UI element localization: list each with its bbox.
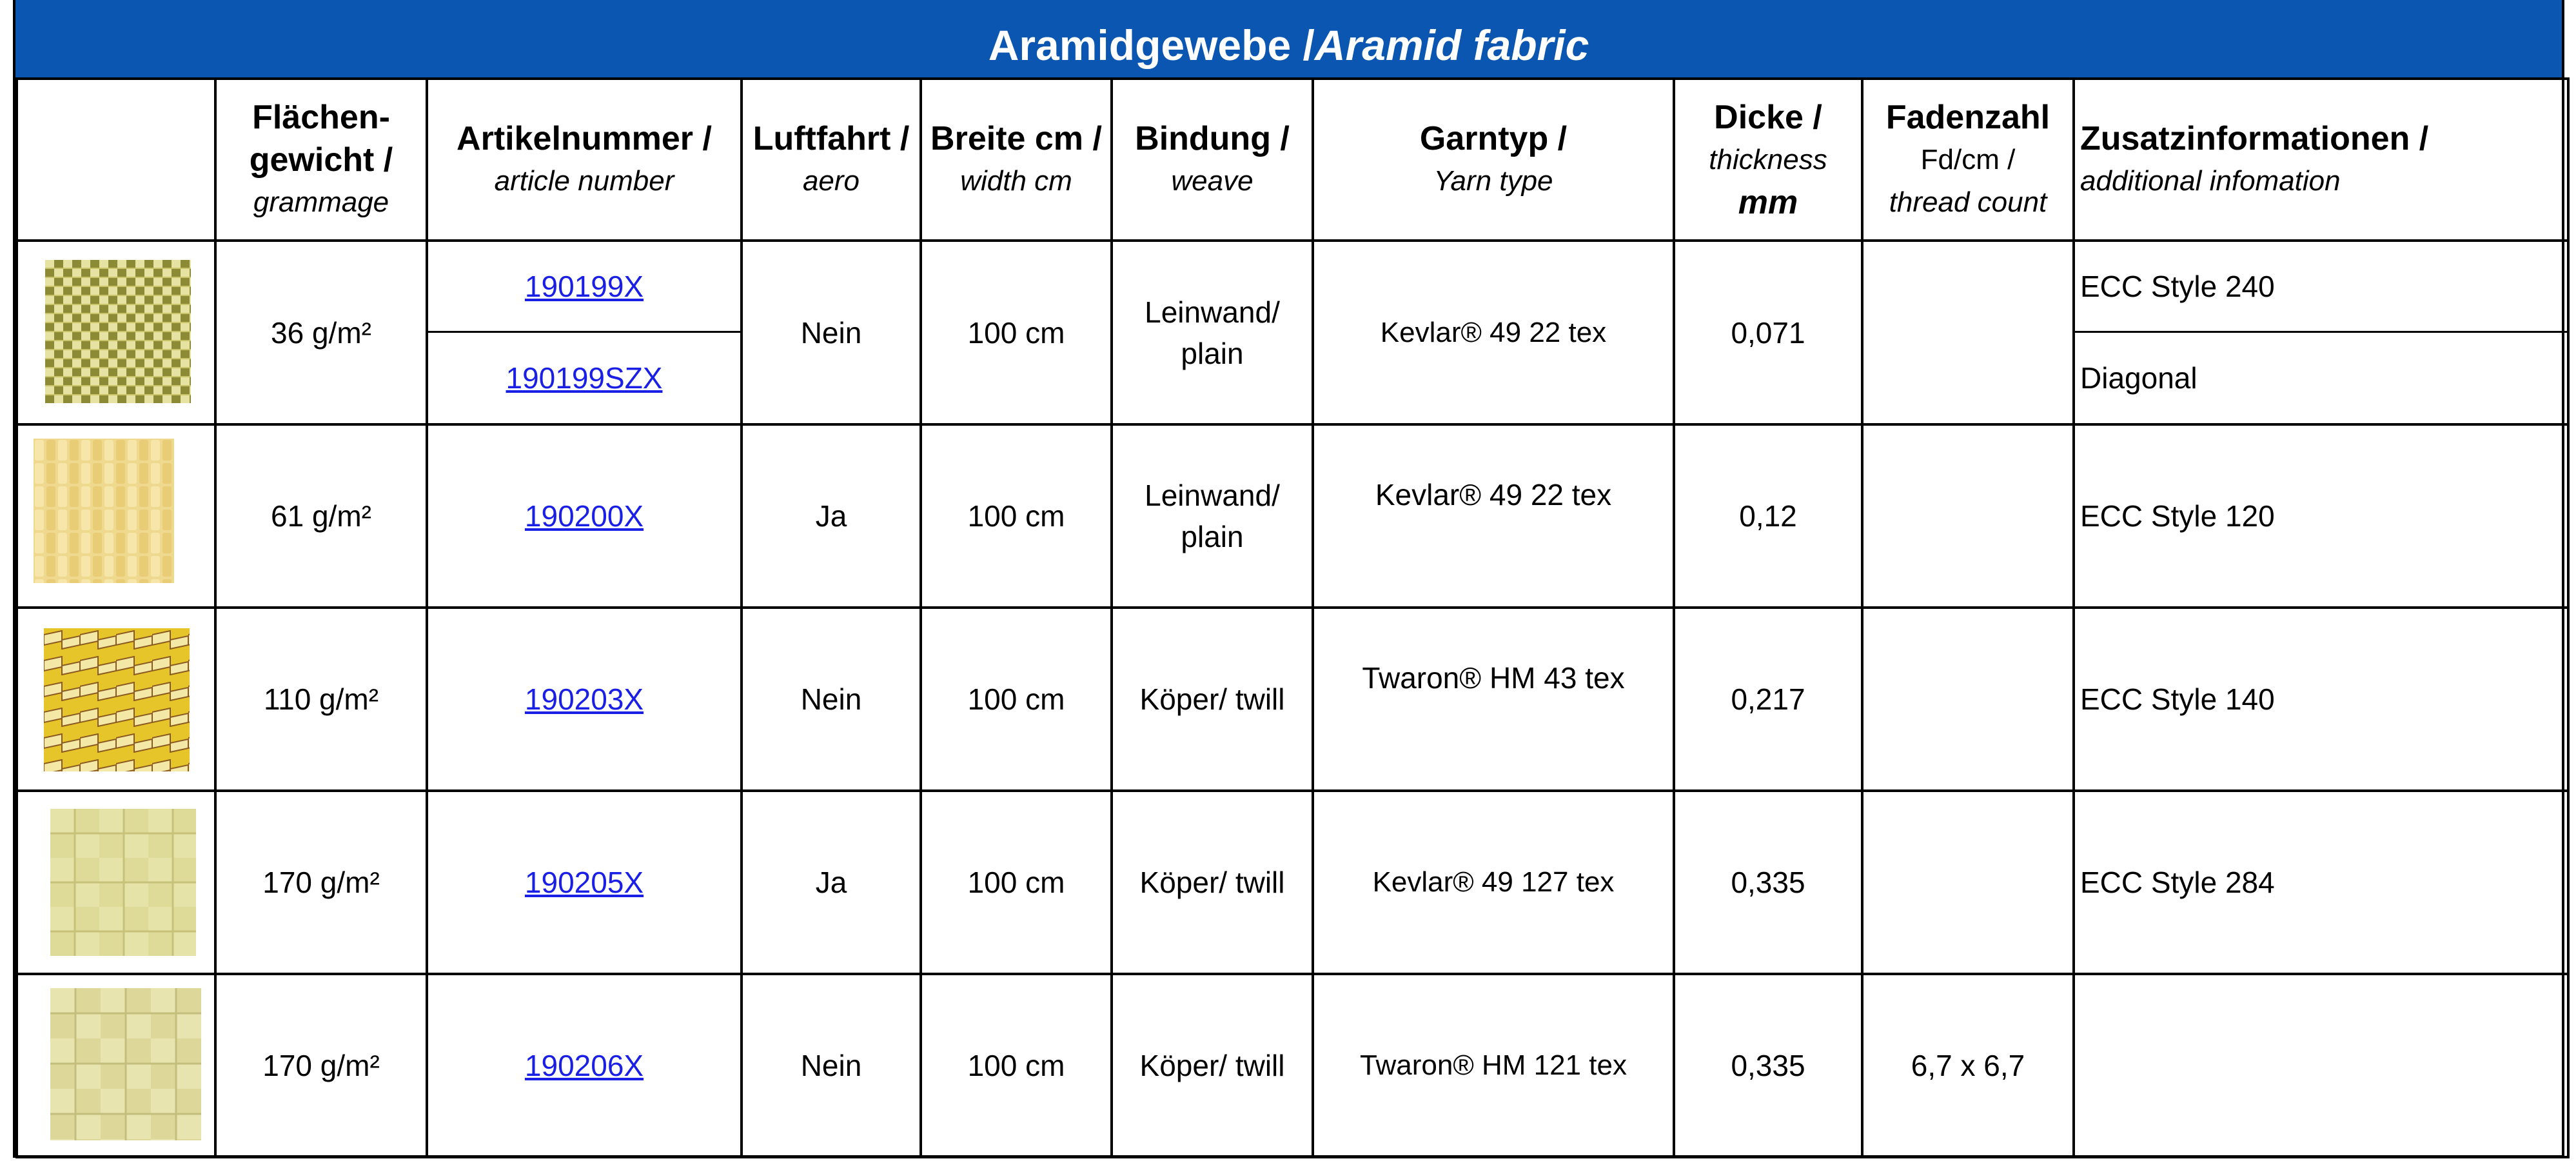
width-cell: 100 cm bbox=[921, 791, 1112, 974]
article-link[interactable]: 190205X bbox=[524, 866, 644, 899]
aero-cell: Nein bbox=[742, 241, 921, 424]
yarn-cell: Kevlar® 49 127 tex bbox=[1313, 791, 1674, 974]
thickness-cell: 0,12 bbox=[1674, 424, 1862, 608]
fabric-thumbnail-cell bbox=[17, 241, 215, 424]
width-cell: 100 cm bbox=[921, 241, 1112, 424]
header-weave: Bindung / weave bbox=[1112, 79, 1313, 241]
article-link[interactable]: 190203X bbox=[524, 682, 644, 716]
info-cell: ECC Style 120 bbox=[2074, 424, 2568, 608]
fabric-swatch-image bbox=[34, 439, 174, 583]
header-threads: Fadenzahl Fd/cm / thread count bbox=[1862, 79, 2074, 241]
width-cell: 100 cm bbox=[921, 424, 1112, 608]
aero-cell: Ja bbox=[742, 424, 921, 608]
fabric-swatch-image bbox=[50, 988, 201, 1140]
width-cell: 100 cm bbox=[921, 608, 1112, 791]
threads-cell bbox=[1862, 424, 2074, 608]
table-row bbox=[17, 608, 2568, 791]
fabric-thumbnail-cell bbox=[17, 424, 215, 608]
thickness-cell: 0,335 bbox=[1674, 974, 1862, 1157]
yarn-cell: Twaron® HM 43 tex bbox=[1313, 608, 1674, 791]
article-cell bbox=[427, 974, 742, 1157]
fabric-thumbnail-cell bbox=[17, 608, 215, 791]
article-link[interactable]: 190199X bbox=[524, 270, 644, 303]
fabric-swatch-image bbox=[44, 628, 190, 771]
fabric-thumbnail-cell bbox=[17, 974, 215, 1157]
header-row bbox=[17, 79, 2568, 241]
weave-cell: Köper/ twill bbox=[1112, 791, 1313, 974]
threads-cell: 6,7 x 6,7 bbox=[1862, 974, 2074, 1157]
header-grammage: Flächen- gewicht / grammage bbox=[215, 79, 427, 241]
width-cell: 100 cm bbox=[921, 974, 1112, 1157]
article-link[interactable]: 190206X bbox=[524, 1049, 644, 1082]
article-link[interactable]: 190199SZX bbox=[506, 361, 663, 395]
thickness-cell: 0,217 bbox=[1674, 608, 1862, 791]
info-cell: ECC Style 140 bbox=[2074, 608, 2568, 791]
aero-cell: Nein bbox=[742, 608, 921, 791]
grammage-cell: 170 g/m² bbox=[215, 974, 427, 1157]
header-yarn: Garntyp / Yarn type bbox=[1313, 79, 1674, 241]
yarn-cell: Kevlar® 49 22 tex bbox=[1313, 241, 1674, 424]
yarn-cell: Kevlar® 49 22 tex bbox=[1313, 424, 1674, 608]
threads-cell bbox=[1862, 241, 2074, 424]
header-aero: Luftfahrt / aero bbox=[742, 79, 921, 241]
article-cell bbox=[427, 241, 742, 424]
article-link[interactable]: 190200X bbox=[524, 499, 644, 533]
fabric-swatch-image bbox=[45, 260, 191, 403]
header-article: Artikelnummer / article number bbox=[427, 79, 742, 241]
header-info: Zusatzinformationen / additional infomation bbox=[2074, 79, 2568, 241]
fabric-table bbox=[15, 77, 2570, 1158]
header-thickness: Dicke / thickness mm bbox=[1674, 79, 1862, 241]
fabric-thumbnail-cell bbox=[17, 791, 215, 974]
article-cell bbox=[427, 608, 742, 791]
header-image bbox=[17, 79, 215, 241]
weave-cell: Köper/ twill bbox=[1112, 608, 1313, 791]
info-cell: ECC Style 240 Diagonal bbox=[2074, 241, 2568, 424]
yarn-cell: Twaron® HM 121 tex bbox=[1313, 974, 1674, 1157]
table-row bbox=[17, 974, 2568, 1157]
page-title: Aramidgewebe /Aramid fabric bbox=[15, 0, 2562, 77]
article-cell bbox=[427, 424, 742, 608]
thickness-cell: 0,335 bbox=[1674, 791, 1862, 974]
grammage-cell: 61 g/m² bbox=[215, 424, 427, 608]
aero-cell: Nein bbox=[742, 974, 921, 1157]
weave-cell: Leinwand/ plain bbox=[1112, 424, 1313, 608]
grammage-cell: 110 g/m² bbox=[215, 608, 427, 791]
fabric-swatch-image bbox=[50, 809, 196, 956]
fabric-sheet bbox=[13, 0, 2564, 1158]
thickness-cell: 0,071 bbox=[1674, 241, 1862, 424]
info-cell: ECC Style 284 bbox=[2074, 791, 2568, 974]
aero-cell: Ja bbox=[742, 791, 921, 974]
grammage-cell: 36 g/m² bbox=[215, 241, 427, 424]
table-row bbox=[17, 791, 2568, 974]
weave-cell: Köper/ twill bbox=[1112, 974, 1313, 1157]
article-cell bbox=[427, 791, 742, 974]
threads-cell bbox=[1862, 608, 2074, 791]
info-cell bbox=[2074, 974, 2568, 1157]
table-row bbox=[17, 241, 2568, 424]
header-width: Breite cm / width cm bbox=[921, 79, 1112, 241]
weave-cell: Leinwand/ plain bbox=[1112, 241, 1313, 424]
threads-cell bbox=[1862, 791, 2074, 974]
grammage-cell: 170 g/m² bbox=[215, 791, 427, 974]
table-row bbox=[17, 424, 2568, 608]
